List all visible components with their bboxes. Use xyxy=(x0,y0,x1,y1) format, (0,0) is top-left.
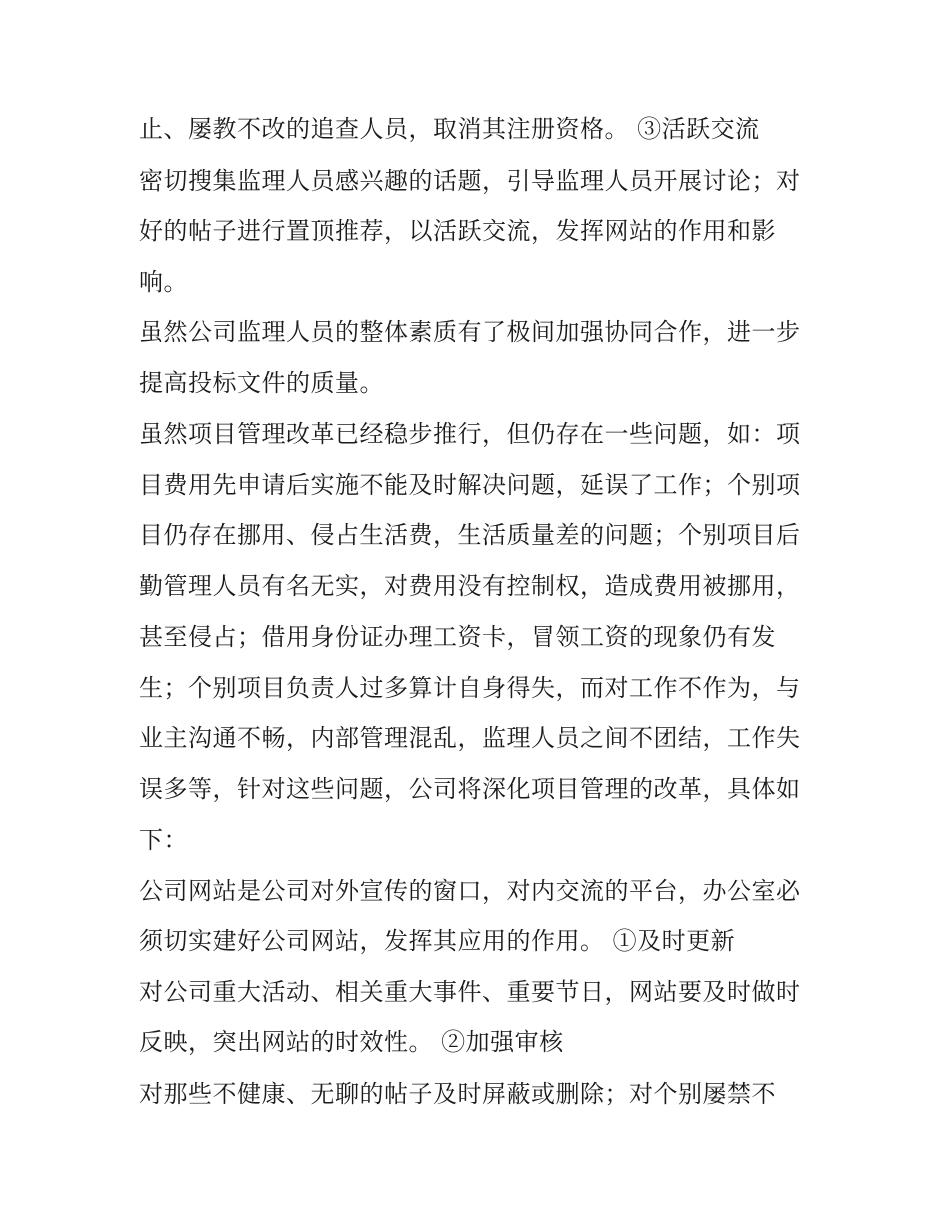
text-line: 须切实建好公司网站，发挥其应用的作用。 ①及时更新 xyxy=(139,927,736,955)
text-line: 响。 xyxy=(139,268,188,296)
text-line: 密切搜集监理人员感兴趣的话题，引导监理人员开展讨论；对 xyxy=(139,167,801,195)
text-line: 生；个别项目负责人过多算计自身得失，而对工作不作为，与 xyxy=(139,674,801,702)
text-line: 反映，突出网站的时效性。 ②加强审核 xyxy=(139,1028,564,1056)
text-line: 下： xyxy=(139,826,188,854)
text-line: 勤管理人员有名无实，对费用没有控制权，造成费用被挪用， xyxy=(139,572,801,600)
text-line: 对公司重大活动、相关重大事件、重要节日，网站要及时做时 xyxy=(139,978,801,1006)
text-line: 虽然项目管理改革已经稳步推行，但仍存在一些问题，如：项 xyxy=(139,420,801,448)
text-line: 目仍存在挪用、侵占生活费，生活质量差的问题；个别项目后 xyxy=(139,521,801,549)
text-line: 止、屡教不改的追查人员，取消其注册资格。 ③活跃交流 xyxy=(139,115,760,143)
text-line: 甚至侵占；借用身份证办理工资卡，冒领工资的现象仍有发 xyxy=(139,623,776,651)
text-line: 提高投标文件的质量。 xyxy=(139,369,384,397)
text-line: 好的帖子进行置顶推荐，以活跃交流，发挥网站的作用和影 xyxy=(139,217,776,245)
text-line: 对那些不健康、无聊的帖子及时屏蔽或删除；对个别屡禁不 xyxy=(139,1080,776,1108)
text-line: 虽然公司监理人员的整体素质有了极间加强协同合作，进一步 xyxy=(139,318,801,346)
text-line: 目费用先申请后实施不能及时解决问题，延误了工作；个别项 xyxy=(139,471,801,499)
text-line: 误多等，针对这些问题，公司将深化项目管理的改革，具体如 xyxy=(139,775,801,803)
text-line: 公司网站是公司对外宣传的窗口，对内交流的平台，办公室必 xyxy=(139,877,801,905)
text-line: 业主沟通不畅，内部管理混乱，监理人员之间不团结，工作失 xyxy=(139,724,801,752)
